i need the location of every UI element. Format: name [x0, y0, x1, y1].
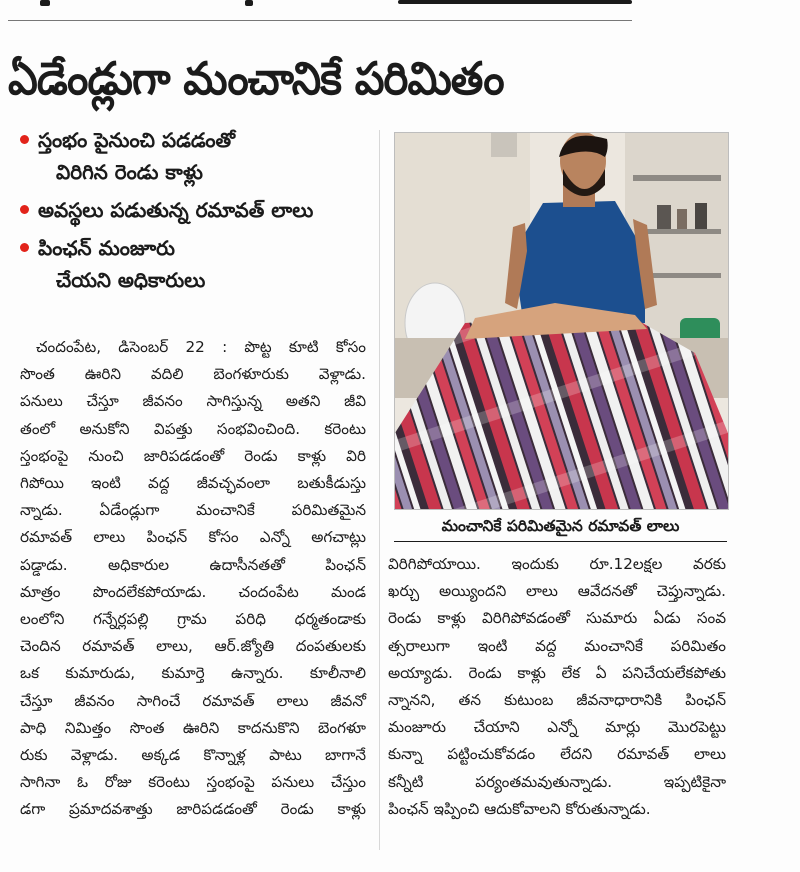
body-line: చందంపేట, డిసెంబర్ 22 : పొట్ట కూటి కోసం	[36, 338, 366, 356]
body-line: విరిగిపోయాయి. ఇందుకు రూ.12లక్షల వరకు	[388, 555, 726, 573]
highlight-line: విరిగిన రెండు కాళ్లు	[56, 160, 203, 184]
highlight-line: పింఛన్ మంజూరు	[38, 236, 175, 260]
body-line: పింఛన్ ఇప్పించి ఆదుకోవాలని కోరుతున్నాడు.	[388, 799, 651, 818]
body-line: చెందిన రమావత్ లాలు, ఆర్.జ్యోతి దంపతులకు	[20, 637, 366, 656]
body-line: మాత్రం పొందలేకపోయాడు. చందంపేట మండ	[20, 582, 366, 601]
highlight-line: అవస్థలు పడుతున్న రమావత్ లాలు	[38, 198, 314, 222]
body-line: రెండు కాళ్లు విరిగిపోవడంతో సుమారు ఏడు సంవ	[388, 609, 726, 628]
clipped-text-fragment	[245, 0, 253, 6]
body-line: పడ్డాడు. అధికారుల ఉదాసీనతతో పింఛన్	[20, 555, 366, 574]
body-line: పనులు చేస్తూ జీవనం సాగిస్తున్న అతని జీవి	[20, 392, 366, 411]
body-line: పాధి నిమిత్తం సొంత ఊరిని కాదనుకొని బెంగళూ	[20, 718, 366, 737]
body-line: అయ్యాడు. రెండు కాళ్లు లేక ఏ పనిచేయలేకపోతు	[388, 663, 726, 682]
body-line: డగా ప్రమాదవశాత్తు జారిపడడంతో రెండు కాళ్లు	[20, 800, 366, 819]
highlight-line: చేయని అధికారులు	[56, 268, 206, 292]
body-line: మంజూరు చేయాని ఎన్నో మార్లు మొరపెట్టు	[388, 718, 726, 737]
photo-caption: మంచానికే పరిమితమైన రమావత్ లాలు	[394, 511, 727, 542]
body-line: ఖర్చు అయ్యిందని లాలు ఆవేదనతో చెప్తున్నాడు.	[388, 582, 726, 601]
body-line: స్తంభంపై నుంచి జారిపడడంతో రెండు కాళ్లు విరి	[20, 446, 366, 465]
body-line: సాగినా ఓ రోజు కరెంటు స్తంభంపై పనులు చేస్తుం	[20, 773, 366, 792]
body-line: గిపోయి ఇంటి వద్ద జీవచ్ఛవంలా బతుకీడుస్తు	[20, 474, 366, 493]
article-photo	[394, 132, 729, 510]
body-line: సొంత ఊరిని వదిలి బెంగళూరుకు వెళ్లాడు.	[20, 365, 366, 384]
body-line: రమావత్ లాలు పింఛన్ కోసం ఎన్నో అగచాట్లు	[20, 528, 366, 547]
body-line: కన్నీటి పర్యంతమవుతున్నాడు. ఇప్పటికైనా	[388, 772, 726, 791]
bullet-dot-icon	[20, 205, 29, 214]
bullet-dot-icon	[20, 135, 29, 144]
highlight-list	[20, 124, 375, 302]
article-body-right-column	[388, 551, 726, 823]
top-rule	[8, 20, 632, 21]
body-line: న్నాడు. ఏడేండ్లుగా మంచానికే పరిమితమైన	[20, 501, 366, 520]
body-line: న్నానని, తన కుటుంబ జీవనాధారానికి పింఛన్	[388, 691, 726, 710]
article-headline: ఏడేండ్లుగా మంచానికే పరిమితం	[8, 52, 504, 105]
clipped-text-fragment	[398, 0, 632, 4]
highlight-line: స్తంభం పైనుంచి పడడంతో	[38, 128, 236, 152]
bullet-dot-icon	[20, 243, 29, 252]
highlight-item	[20, 124, 375, 188]
highlight-item	[20, 232, 375, 296]
highlight-item	[20, 194, 375, 226]
body-line: రుకు వెళ్లాడు. అక్కడ కొన్నాళ్ల పాటు బాగానే	[20, 746, 366, 765]
body-line: లంలోని గన్నేర్లపల్లి గ్రామ పరిధి ధర్మతండాకు	[20, 610, 366, 629]
article-body-left-column	[20, 334, 366, 824]
body-line: త్సరాలుగా ఇంటి వద్ద మంచానికే పరిమితం	[388, 636, 726, 655]
body-line: చేస్తూ జీవనం సాగించే రమావత్ లాలు జీవనో	[20, 691, 366, 710]
body-line: ఒక కుమారుడు, కుమార్తె ఉన్నారు. కూలీనాలి	[20, 664, 366, 683]
body-line: కున్నా పట్టించుకోవడం లేదని రమావత్ లాలు	[388, 745, 726, 764]
column-divider	[379, 130, 380, 850]
body-line: తంలో అనుకోని విపత్తు సంభవించింది. కరెంటు	[20, 419, 366, 438]
clipped-text-fragment	[40, 0, 50, 6]
